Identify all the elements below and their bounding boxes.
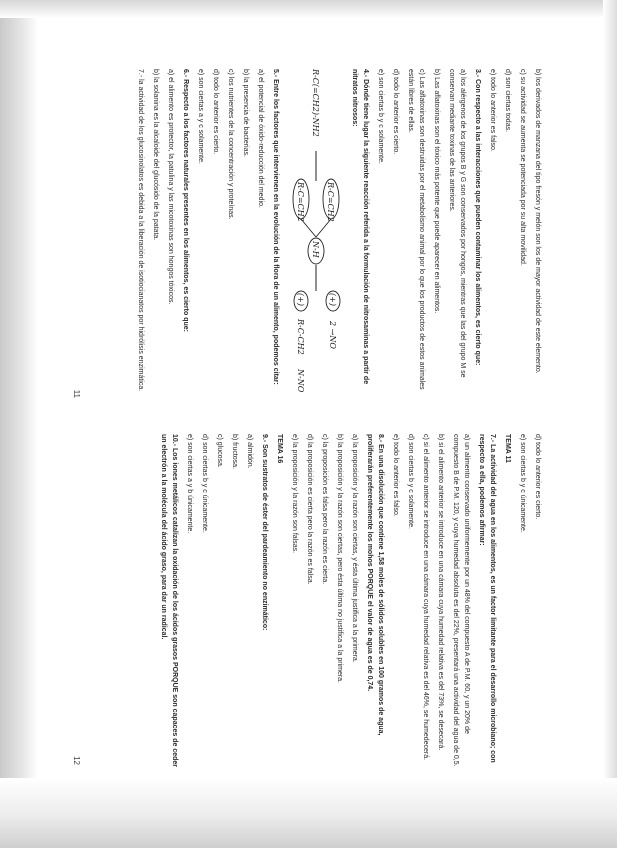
text-line: c) su actividad se aumenta se potenciada por su alta movilidad. (519, 69, 526, 266)
option-b: b) si el alimento anterior se introduce en una cámara cuya humedad relativa es del 73%, se desecará. (437, 434, 444, 751)
scan-shadow-bottom (0, 778, 617, 848)
question-9: 9.- Son sustratos de éster del pardeamiento no enzimático: (261, 434, 268, 631)
text-line: c) los nutrientes de la concentración y proteínas. (227, 69, 234, 220)
page-number: 12 (72, 756, 81, 765)
option-e: e) son ciertas a y b únicamente. (186, 434, 193, 534)
scan-shadow-left (0, 0, 38, 848)
text-line: d) son ciertas todas. (504, 69, 511, 133)
text-line: d) todo lo anterior es cierto. (392, 69, 399, 155)
text-line: 7.- la actividad de los glucosinolatos es debida a la liberación de isotiocianatos por hidrólisis enzimática. (137, 69, 144, 392)
option-d: d) la proposición es cierta pero la razón es falsa. (306, 434, 313, 585)
page-number: 11 (72, 389, 81, 398)
formula-charge-bottom: (+) (296, 293, 305, 306)
text-line: e) son ciertas b y c solamente. (377, 69, 384, 164)
option-e: e) todo lo anterior es falso. (392, 434, 399, 517)
formula-reactant: R-C(=CH2)-NH2 (311, 69, 320, 137)
section-heading: TEMA 16 (276, 434, 283, 464)
option-e: e) la proposición y la razón son falsas. (291, 434, 298, 554)
text-line: b) los derivados de manzana del tipo fresón y melón son los de mayor actividad de este elemento. (534, 69, 541, 374)
text-line: b) Las aflatoxinas son el tóxico más potente que puede aparecer en alimentos. (433, 69, 440, 314)
text-line: a) el potencial de óxido-reducción del medio. (257, 69, 264, 208)
option-d: d) son ciertas b y c solamente. (407, 434, 414, 529)
option-b: b) la proposición y la razón son ciertas, pero ésta última no justifica a la primera. (336, 434, 343, 684)
section-heading: TEMA 11 (504, 434, 511, 463)
handwritten-reaction-formula (287, 69, 345, 404)
scan-shadow-top (0, 0, 617, 18)
text-line: a) el alimento es protector, la patulina y las micotoxinas son hongos tóxicos. (167, 69, 174, 305)
text-line: c) Las aflatoxinas son destruidas por el metabolismo animal por lo que los productos de estos animales están libres de ellas. (407, 69, 425, 390)
option-a: a) la proposición y la razón son ciertas, y ésta última justifica a la primera. (351, 434, 358, 663)
rotated-page-spread (73, 69, 543, 779)
formula-branch-bottom: R-C=CH2 (296, 182, 305, 222)
scan-shadow-right (603, 0, 617, 848)
question-3: 3.- Con respecto a las interacciones que pueden contaminar los alimentos, es cierto que: (474, 69, 481, 366)
formula-product: R-C-CH2 (296, 319, 305, 355)
question-10: 10.- Los iones metálicos catalizan la oxidación de los ácidos grasos PORQUE son capaces de ceder un electrón a la molécula del ácido graso, para dar un radical. (160, 434, 178, 768)
text-line: a) los alérgenos de los grupos B y G son conservados por hongos, mientras que las del grupo M se conservan mediante toxinas de las anteriores. (448, 69, 466, 378)
question-8: 8.- En una disolución que contiene 1,58 moles de sólidos solubles en 100 gramos de agua, proliferarán preferentemente los mohos PORQUE el valor de agua es de 0,74. (366, 434, 384, 736)
exam-page-11 (73, 69, 543, 404)
text-line: e) son ciertas a y c solamente. (197, 69, 204, 164)
option-c: c) la proposición es falsa pero la razón es cierta. (321, 434, 328, 585)
text-line: b) la solanina es la alcaloide del glucósido de la patata. (152, 69, 159, 241)
option-b: b) fructosa. (231, 434, 238, 470)
formula-branch-top: R-C=CH2 (326, 182, 335, 222)
option-a: a) un alimento conservado uniformemente por un 48% del compuesto A de P.M. 60, y un 20% de compuesto B de P.M. 120, y cuya humedad absoluta es del 22%, presentará una actividad del agua de 0,5. (452, 434, 470, 767)
text-line: d) todo lo anterior es cierto. (212, 69, 219, 155)
formula-amine: N-H (311, 241, 320, 258)
question-4: 4.- Dónde tiene lugar la siguiente reacción referida a la formulación de nitrosaminas a partir de nitratos nitrosos: (351, 69, 369, 385)
formula-charge-top: (+) (328, 293, 337, 306)
question-7: 7.- La actividad del agua en los alimentos, es un factor limitante para el desarrollo microbiano; con respecto a ella, podemos afirmar: (478, 434, 496, 763)
question-6: 6.- Respecto a los factores naturales presentes en los alimentos, es cierto que: (182, 69, 189, 332)
question-5: 5.- Entre los factores que intervienen en la evolución de la flora de un alimento, podemos citar: (272, 69, 279, 385)
text-line: b) la presencia de bacterias. (242, 69, 249, 157)
exam-page-12 (73, 434, 543, 769)
text-line: e) son ciertas b y c únicamente. (519, 434, 526, 533)
option-a: a) almidón. (246, 434, 253, 469)
text-line: e) todo lo anterior es falso. (489, 69, 496, 152)
option-c: c) glucosa. (216, 434, 223, 468)
text-line: d) todo lo anterior es cierto. (534, 434, 541, 520)
option-d: d) son ciertas b y c únicamente. (201, 434, 208, 533)
formula-nitroso: 2 →NO (328, 321, 337, 349)
option-c: c) si el alimento anterior se introduce en una cámara cuya humedad relativa es del 46%, se humedecerá. (422, 434, 429, 761)
formula-nitrosamine: N-NO (296, 369, 305, 393)
